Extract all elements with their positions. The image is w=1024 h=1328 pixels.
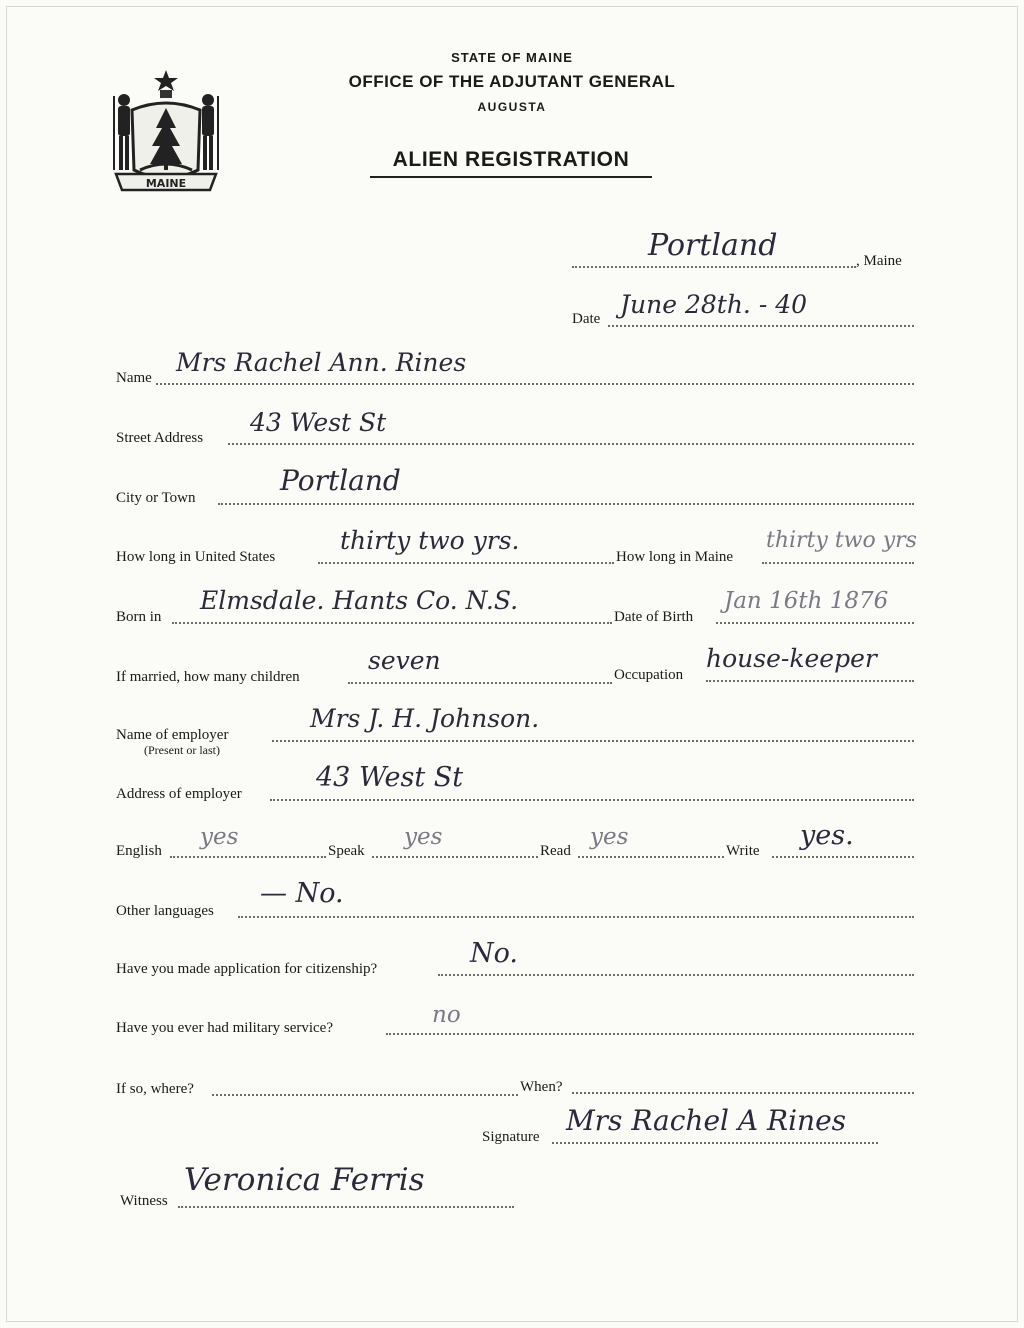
- children-value[interactable]: seven: [368, 646, 441, 675]
- read-value[interactable]: yes: [590, 824, 629, 850]
- witness-label: Witness: [120, 1193, 168, 1209]
- other-languages-line: [238, 916, 914, 918]
- where-line: [212, 1094, 518, 1096]
- how-long-us-value[interactable]: thirty two yrs.: [340, 526, 520, 555]
- header-state: STATE OF MAINE: [451, 50, 573, 65]
- born-in-line: [172, 622, 612, 624]
- how-long-us-line: [318, 562, 614, 564]
- other-languages-label: Other languages: [116, 903, 214, 919]
- form-title: ALIEN REGISTRATION: [392, 148, 630, 171]
- name-value[interactable]: Mrs Rachel Ann. Rines: [176, 348, 467, 377]
- witness-line: [178, 1206, 514, 1208]
- english-value[interactable]: yes: [200, 824, 239, 850]
- date-value[interactable]: June 28th. - 40: [620, 290, 808, 319]
- header-city: AUGUSTA: [477, 100, 547, 114]
- when-label: When?: [520, 1079, 563, 1095]
- place-line: [572, 266, 856, 268]
- occupation-value[interactable]: house-keeper: [706, 644, 877, 673]
- citizenship-label: Have you made application for citizenship?: [116, 961, 378, 977]
- date-line: [608, 325, 914, 327]
- read-line: [578, 856, 724, 858]
- street-address-label: Street Address: [116, 430, 204, 446]
- name-line: [156, 383, 914, 385]
- english-label: English: [116, 843, 162, 859]
- city-value[interactable]: Portland: [280, 464, 401, 497]
- signature-label: Signature: [482, 1129, 540, 1145]
- born-in-value[interactable]: Elmsdale. Hants Co. N.S.: [200, 586, 519, 615]
- header-office: OFFICE OF THE ADJUTANT GENERAL: [348, 72, 676, 91]
- other-languages-value[interactable]: — No.: [260, 878, 344, 909]
- how-long-maine-value[interactable]: thirty two yrs: [766, 528, 917, 553]
- name-label: Name: [116, 370, 152, 386]
- street-address-line: [228, 443, 914, 445]
- write-label: Write: [726, 843, 760, 859]
- street-address-value[interactable]: 43 West St: [250, 408, 387, 437]
- write-line: [772, 856, 914, 858]
- how-long-maine-line: [762, 562, 914, 564]
- when-line: [572, 1092, 914, 1094]
- employer-address-label: Address of employer: [116, 786, 242, 802]
- title-underline: [370, 176, 652, 178]
- military-value[interactable]: no: [432, 1002, 461, 1028]
- write-value[interactable]: yes.: [800, 820, 854, 851]
- how-long-us-label: How long in United States: [116, 549, 276, 565]
- english-line: [170, 856, 326, 858]
- speak-label: Speak: [328, 843, 365, 859]
- city-label: City or Town: [116, 490, 196, 506]
- read-label: Read: [540, 843, 571, 859]
- speak-line: [372, 856, 538, 858]
- where-label: If so, where?: [116, 1081, 194, 1097]
- children-label: If married, how many children: [116, 669, 300, 685]
- occupation-line: [706, 680, 914, 682]
- children-line: [348, 682, 612, 684]
- date-label: Date: [572, 311, 601, 327]
- signature-line: [552, 1142, 878, 1144]
- occupation-label: Occupation: [614, 667, 684, 683]
- signature-value[interactable]: Mrs Rachel A Rines: [566, 1104, 847, 1137]
- date-of-birth-value[interactable]: Jan 16th 1876: [724, 588, 889, 614]
- citizenship-value[interactable]: No.: [470, 938, 518, 969]
- military-label: Have you ever had military service?: [116, 1020, 333, 1036]
- place-suffix: , Maine: [856, 253, 902, 269]
- military-line: [386, 1033, 914, 1035]
- employer-label: Name of employer: [116, 727, 229, 743]
- employer-sublabel: (Present or last): [144, 743, 220, 757]
- date-of-birth-label: Date of Birth: [614, 609, 694, 625]
- employer-value[interactable]: Mrs J. H. Johnson.: [310, 704, 540, 733]
- how-long-maine-label: How long in Maine: [616, 549, 734, 565]
- city-line: [218, 503, 914, 505]
- seal-label: MAINE: [145, 177, 187, 190]
- witness-value[interactable]: Veronica Ferris: [184, 1162, 425, 1198]
- speak-value[interactable]: yes: [404, 824, 443, 850]
- citizenship-line: [438, 974, 914, 976]
- place-value[interactable]: Portland: [648, 228, 778, 263]
- employer-address-line: [270, 799, 914, 801]
- employer-line: [272, 740, 914, 742]
- date-of-birth-line: [716, 622, 914, 624]
- born-in-label: Born in: [116, 609, 162, 625]
- employer-address-value[interactable]: 43 West St: [316, 762, 464, 793]
